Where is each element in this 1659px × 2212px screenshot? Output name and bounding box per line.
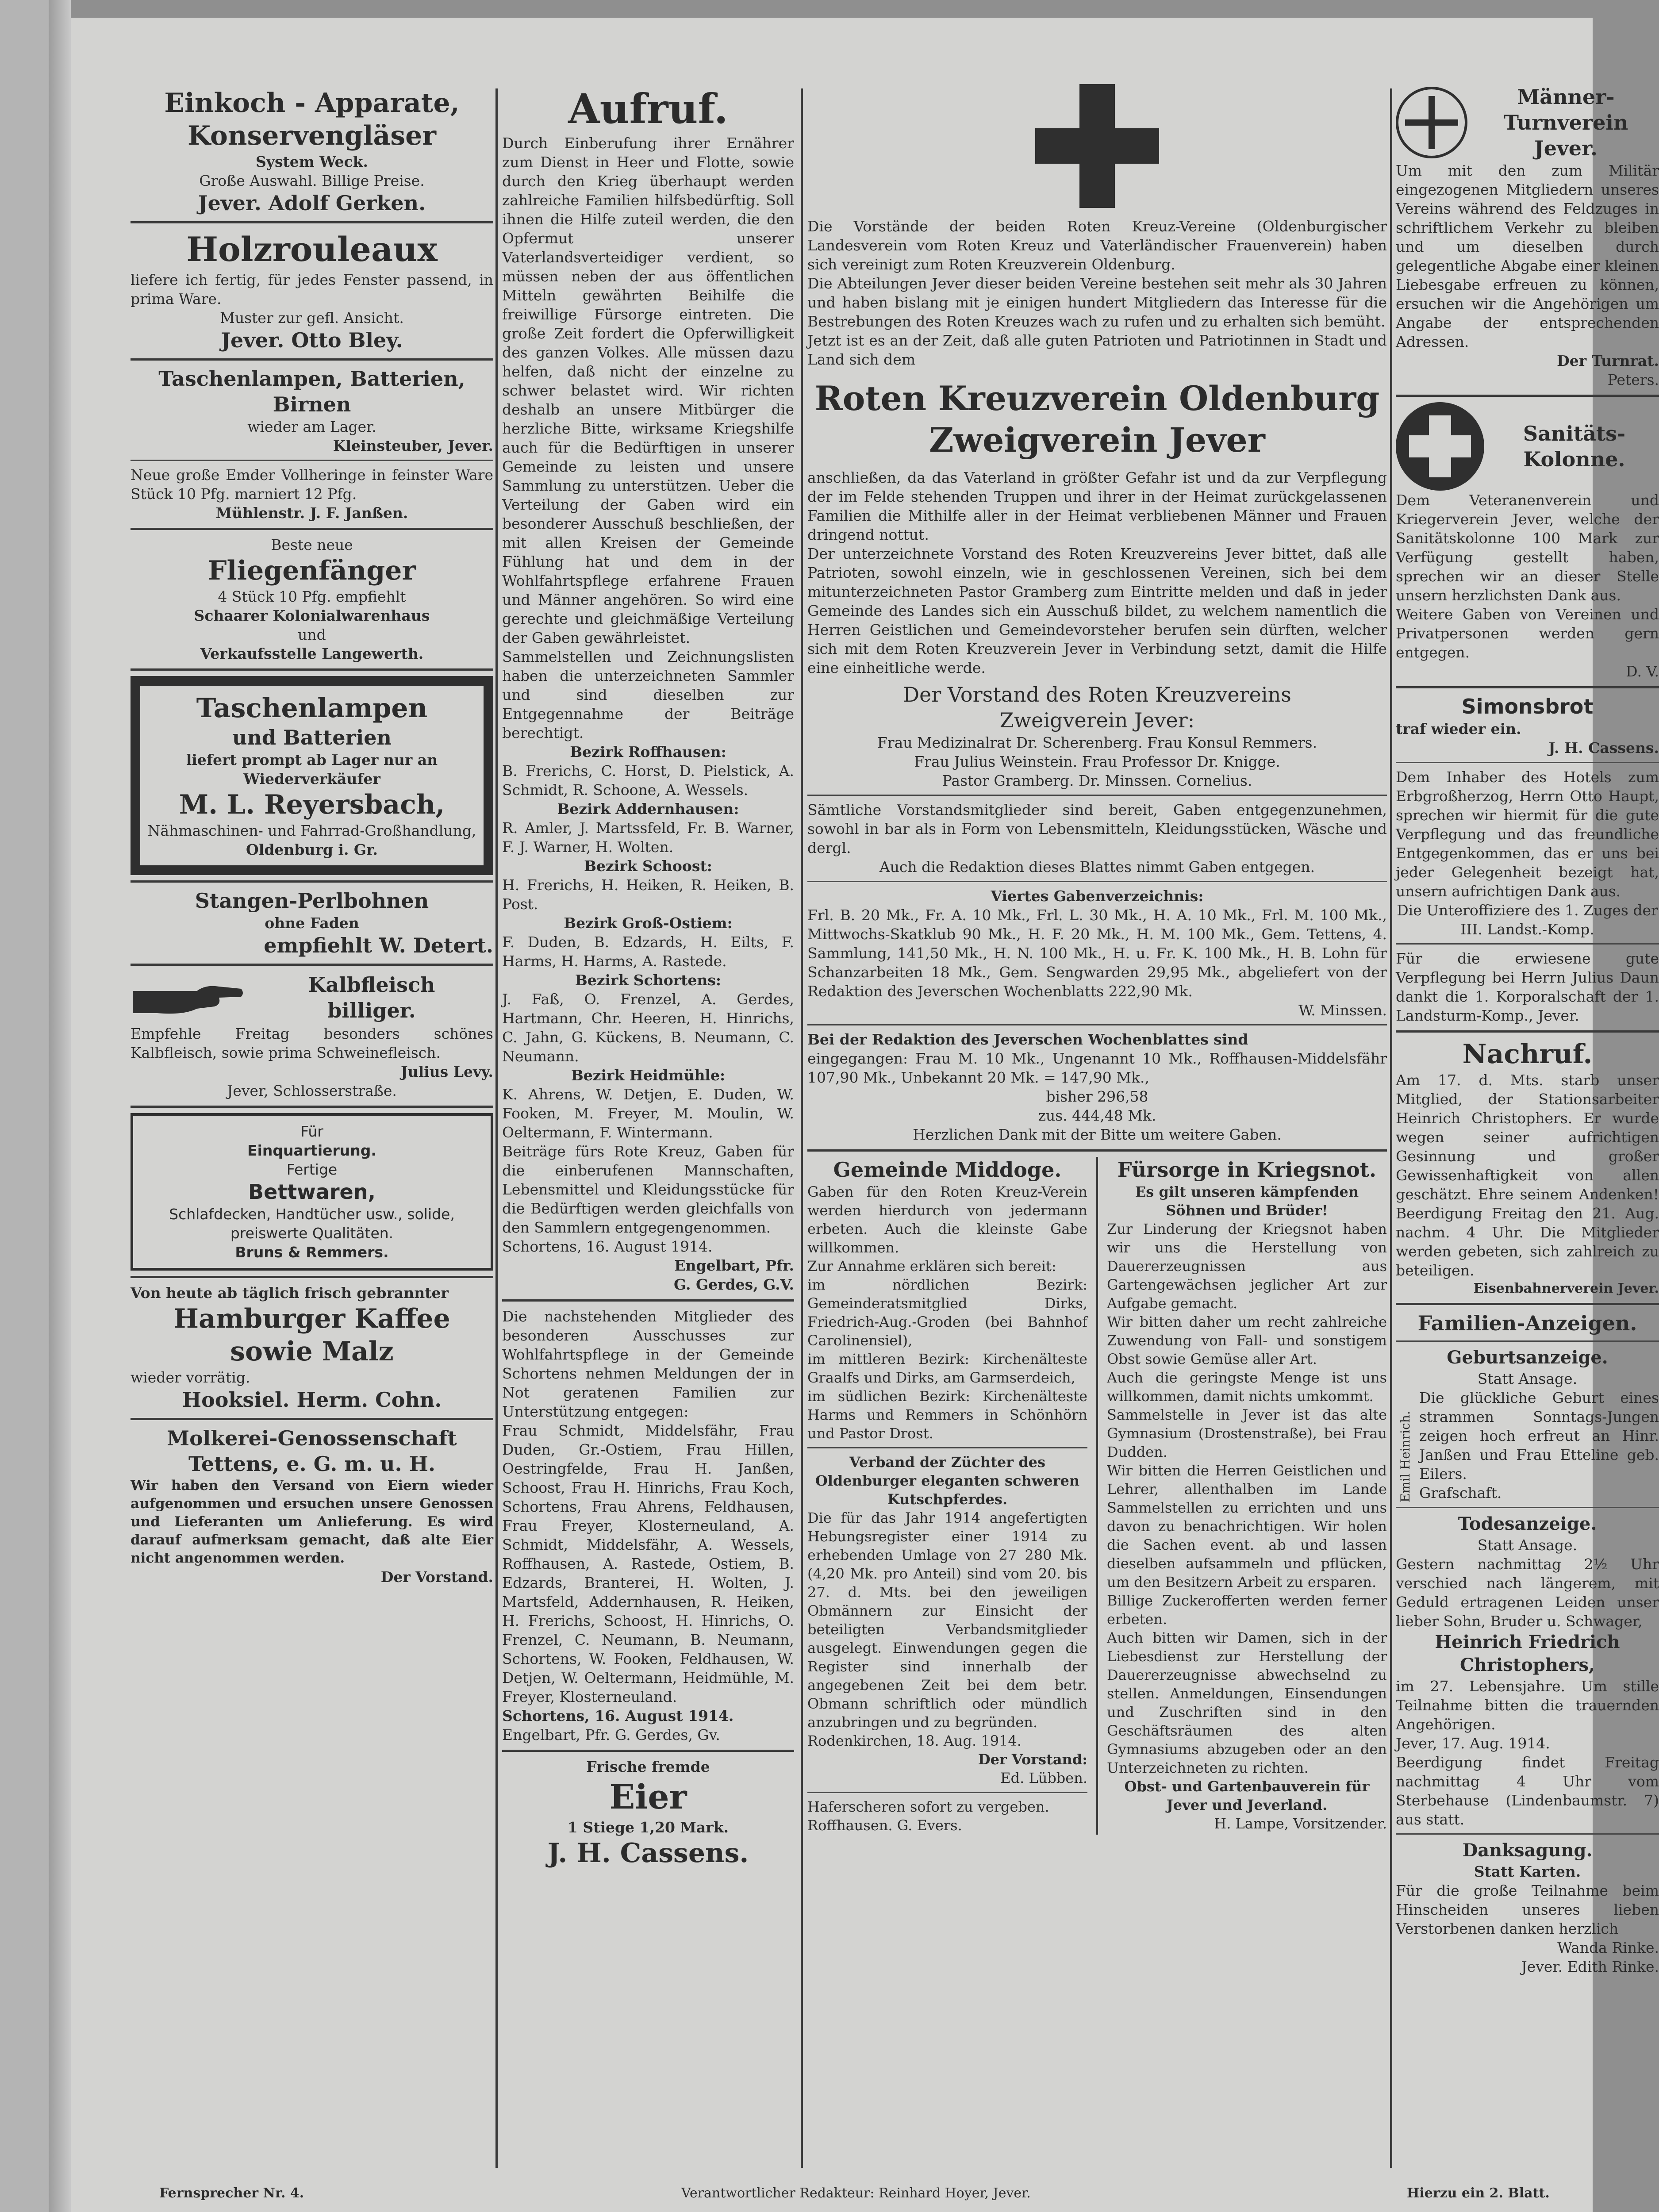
column-rule <box>495 88 498 2168</box>
vz-text: Die für das Jahr 1914 angefertigten Hebungsregister einer 1914 zu erhebenden Umlage von 27 280 Mk. (4,20 Mk. pro Anteil) sind vom 20. bis 27. d. Mts. bei den jeweiligen Obmännern zur Einsicht der beteiligten Verbandsmitglieder ausgelegt. Einwendungen gegen die Register sind innerhalb der angegebenen Zeit bei dem betr. Obmann schriftlich oder mündlich anzubringen und zu begründen. <box>807 1509 1087 1731</box>
ad-title: Konservengläser <box>188 120 436 151</box>
ad-signature: Jever. Adolf Gerken. <box>198 191 426 215</box>
ad-text: Muster zur gefl. Ansicht. <box>220 309 404 326</box>
vz-title: Verband der Züchter des Oldenburger eleganten schweren Kutschpferdes. <box>815 1454 1080 1508</box>
rk-title: Roten Kreuzverein Oldenburg <box>814 379 1380 418</box>
hotel-text: Dem Inhaber des Hotels zum Erbgroßherzog, Herrn Otto Haupt, sprechen wir hiermit für die gute Verpflegung und das freundliche Entgegenkommen, das er uns bei jeder Gelegenheit bezeigt hat, unsern aufrichtigen Dank aus. <box>1396 768 1659 900</box>
ad-bettwaren <box>131 1113 493 1271</box>
signature: Der Vorstand: <box>978 1751 1087 1768</box>
signature: Peters. <box>1607 371 1659 388</box>
rk-board-title: Zweigverein Jever: <box>999 708 1195 732</box>
redaktion-thanks: Herzlichen Dank mit der Bitte um weitere Gaben. <box>913 1126 1282 1143</box>
ad-text: ohne Faden <box>265 914 359 932</box>
ad-title: Einkoch - Apparate, <box>164 88 460 119</box>
rk-board-names: Frau Medizinalrat Dr. Scherenberg. Frau Konsul Remmers. <box>877 734 1317 751</box>
death-text: im 27. Lebensjahre. Um stille Teilnahme bitten die trauernden Angehörigen. <box>1396 1678 1659 1733</box>
fk-title: Fürsorge in Kriegsnot. <box>1117 1158 1377 1182</box>
bottom-subcolumns <box>807 1157 1387 1835</box>
ad-text: Jever, Schlosserstraße. <box>227 1082 397 1099</box>
rk-title: Zweigverein Jever <box>929 420 1265 460</box>
aufruf-text: Beiträge fürs Rote Kreuz, Gaben für die einberufenen Mannschaften, Lebensmittel und Kleidungsstücke für die Bedürftigen werden gleichfalls von den Sammlern entgegengenommen. <box>502 1143 794 1236</box>
ad-text: Schlafdecken, Handtücher usw., solide, preiswerte Qualitäten. <box>169 1206 455 1242</box>
district-title: Bezirk Groß-Ostiem: <box>564 914 733 932</box>
ad-text: Oldenburg i. Gr. <box>246 841 378 858</box>
divider <box>131 964 493 966</box>
divider <box>1396 1303 1659 1305</box>
ad-text: und <box>298 626 326 643</box>
signature: Engelbart, Pfr. G. Gerdes, Gv. <box>502 1726 720 1743</box>
ad-text: Haferscheren sofort zu vergeben. <box>807 1798 1049 1815</box>
divider <box>131 528 493 530</box>
birth-text: Grafschaft. <box>1419 1484 1502 1502</box>
ad-signature: Roffhausen. G. Evers. <box>807 1817 962 1834</box>
divider <box>807 1792 1087 1793</box>
death-text: Gestern nachmittag 2½ Uhr verschied nach längerem, mit Geduld ertragenen Leiden unser lieber Sohn, Bruder u. Schwager, <box>1396 1555 1659 1630</box>
divider <box>1396 943 1659 945</box>
column-rule <box>1390 88 1392 2168</box>
divider <box>1396 1833 1659 1835</box>
red-cross-section <box>807 84 1387 2163</box>
ad-title: sowie Malz <box>230 1336 394 1367</box>
district-names: F. Duden, B. Edzards, H. Eilts, F. Harms, H. Harms, A. Rastede. <box>502 933 794 970</box>
ad-signature: Jever. Otto Bley. <box>221 328 403 352</box>
signature: Wanda Rinke. <box>1557 1939 1659 1956</box>
ad-title: Bettwaren, <box>248 1180 376 1204</box>
district-names: K. Ahrens, W. Detjen, E. Duden, W. Fooken, M. Freyer, M. Moulin, W. Oeltermann, F. Wintermann. <box>502 1086 794 1141</box>
ad-text: Für <box>300 1123 323 1140</box>
date-line: Schortens, 16. August 1914. <box>502 1238 713 1255</box>
ad-text: Empfehle Freitag besonders schönes Kalbfleisch, sowie prima Schweinefleisch. <box>131 1025 493 1061</box>
ad-title: und Batterien <box>232 726 392 749</box>
ads-column <box>131 84 493 2163</box>
divider <box>131 668 493 671</box>
date-line: Rodenkirchen, 18. Aug. 1914. <box>807 1732 1022 1749</box>
divider <box>502 1750 794 1752</box>
rk-board-names: Pastor Gramberg. Dr. Minssen. Cornelius. <box>942 772 1252 789</box>
redaktion-sum: bisher 296,58 <box>1046 1088 1148 1105</box>
ad-title: Stangen-Perlbohnen <box>195 889 429 913</box>
ad-taschenlampen <box>131 366 493 455</box>
ad-title: Taschenlampen, Batterien, Birnen <box>158 367 465 416</box>
ad-signature: Julius Levy. <box>401 1063 493 1080</box>
fk-text: Wir bitten daher um recht zahlreiche Zuwendung von Fall- und sonstigem Obst sowie Gemüse aller Art. <box>1107 1313 1387 1367</box>
daun-text: Für die erwiesene gute Verpflegung bei Herrn Julius Daun dankt die 1. Korporalschaft der 1. Landsturm-Komp., Jever. <box>1396 950 1659 1024</box>
footer-note: Hierzu ein 2. Blatt. <box>1407 2185 1550 2201</box>
date-line: Jever, 17. Aug. 1914. <box>1396 1735 1550 1752</box>
fk-text: Sammelstelle in Jever ist das alte Gymnasium (Drostenstraße), bei Frau Dudden. <box>1107 1406 1387 1460</box>
signature: H. Lampe, Vorsitzender. <box>1214 1815 1387 1832</box>
rk-text: Die Vorstände der beiden Roten Kreuz-Vereine (Oldenburgischer Landesverein vom Roten Kreuz und Vaterländischer Frauenverein) haben sich vereinigt zum Roten Kreuzverein Oldenburg. <box>807 218 1387 273</box>
ad-signature: Bruns & Remmers. <box>235 1244 389 1261</box>
san-title: Sanitäts-Kolonne. <box>1523 422 1626 471</box>
divider <box>807 1024 1387 1025</box>
divider <box>1396 395 1659 397</box>
district-names: B. Frerichs, C. Horst, D. Pielstick, A. Schmidt, R. Schoone, A. Wessels. <box>502 762 794 799</box>
ad-title: Holzrouleaux <box>186 230 438 269</box>
birth-title: Geburtsanzeige. <box>1447 1347 1608 1368</box>
turn-title: Männer-Turnverein Jever. <box>1503 85 1628 160</box>
redaktion-sum: zus. 444,48 Mk. <box>1038 1107 1156 1124</box>
fk-text: Zur Linderung der Kriegsnot haben wir uns die Herstellung von Dauererzeugnissen aus Gartengewächsen jeglicher Art zur Aufgabe gemacht. <box>1107 1221 1387 1312</box>
ad-text: wieder am Lager. <box>247 418 376 435</box>
birth-notice <box>1396 1388 1659 1502</box>
district-title: Bezirk Addernhausen: <box>557 800 739 818</box>
committee-text: Die nachstehenden Mitglieder des besonderen Ausschusses zur Wohlfahrtspflege in der Gemeinde Schortens nehmen Meldungen der in Not geratenen Familien zur Unterstützung entgegen: <box>502 1308 794 1420</box>
ad-reyersbach <box>131 676 493 875</box>
nachruf-title: Nachruf. <box>1462 1039 1593 1070</box>
ad-text: Einquartierung. <box>247 1142 376 1159</box>
thanks-text: Statt Karten. <box>1474 1863 1581 1880</box>
ad-text: Große Auswahl. Billige Preise. <box>199 172 425 189</box>
column-rule <box>801 88 803 2168</box>
ad-text: Von heute ab täglich frisch gebrannter <box>131 1284 449 1302</box>
divider <box>1396 1507 1659 1508</box>
ad-text: 1 Stiege 1,20 Mark. <box>567 1819 729 1836</box>
gm-text: im südlichen Bezirk: Kirchenälteste Harms und Remmers in Schönhörn und Pastor Drost. <box>807 1388 1087 1442</box>
divider <box>1396 1030 1659 1033</box>
gifts-text: Frl. B. 20 Mk., Fr. A. 10 Mk., Frl. L. 30 Mk., H. A. 10 Mk., Frl. M. 100 Mk., Mittwochs-Skatklub 90 Mk., H. F. 20 Mk., H. M. 100 Mk., Gem. Tettens, 4. Sammlung, 141,50 Mk., H. N. 100 Mk., H. u. Fr. K. 100 Mk., H. B. Lohn für Schanzarbeiten 18 Mk., Gem. Sengwarden 29,95 Mk., abgeliefert von der Redaktion des Jeverschen Wochenblatts 222,90 Mk. <box>807 906 1387 1000</box>
ad-text: 4 Stück 10 Pfg. empfiehlt <box>218 588 406 605</box>
district-names: H. Frerichs, H. Heiken, R. Heiken, B. Post. <box>502 876 794 913</box>
san-text: Weitere Gaben von Vereinen und Privatpersonen werden gern entgegen. <box>1396 606 1659 661</box>
signature: Eisenbahnerverein Jever. <box>1473 1281 1659 1296</box>
fuersorge-column <box>1107 1157 1387 1835</box>
san-text: Dem Veteranenverein und Kriegerverein Jever, welche der Sanitätskolonne 100 Mark zur Verfügung gestellt haben, sprechen wir an dieser Stelle unsern herzlichsten Dank aus. <box>1396 492 1659 604</box>
gm-text: Zur Annahme erklären sich bereit: <box>807 1258 1056 1275</box>
ad-text: Wir haben den Versand von Eiern wieder aufgenommen und ersuchen unsere Genossen und Lieferanten um Anlieferung. Es wird darauf aufmerksam gemacht, daß alte Eier nicht angenommen werden. <box>131 1478 493 1566</box>
divider <box>131 460 493 461</box>
rk-text: Der unterzeichnete Vorstand des Roten Kreuzvereins Jever bittet, daß alle Patrioten, sowohl einzeln, wie in geschlossenen Vereinen, sich bei dem mitunterzeichneten Pastor Gramberg zum Eintritte melden und daß in jeder Gemeinde des Landes sich ein Ausschuß bildet, zu welchem namentlich die Herren Geistlichen und Gemeindevorsteher berufen sein dürften, welcher sich mit dem Roten Kreuzverein Jever in Verbindung setzt, damit die Hilfe eine einheitliche werde. <box>807 545 1387 676</box>
simon-title: Simonsbrot <box>1461 695 1594 718</box>
divider <box>1396 686 1659 688</box>
birth-name-vertical: Emil Heinrich. <box>1398 1411 1413 1502</box>
divider <box>502 1299 794 1302</box>
ad-text: System Weck. <box>255 153 369 170</box>
district-names: R. Amler, J. Martssfeld, Fr. B. Warner, F. J. Warner, H. Wolten. <box>502 819 794 856</box>
divider <box>131 358 493 361</box>
district-title: Bezirk Schoost: <box>584 857 712 875</box>
ad-title: Kalbfleisch <box>308 973 435 997</box>
ad-title: Hamburger Kaffee <box>173 1303 450 1334</box>
ad-signature: Kleinsteuber, Jever. <box>333 437 493 454</box>
cross-icon <box>1035 84 1159 208</box>
date-line: Schortens, 16. August 1914. <box>502 1707 734 1724</box>
turner-cross-icon <box>1396 87 1467 158</box>
newspaper-page <box>71 18 1659 2212</box>
district-title: Bezirk Heidmühle: <box>571 1067 726 1084</box>
ad-holzrouleaux <box>131 229 493 353</box>
district-names: J. Faß, O. Frenzel, A. Gerdes, Hartmann, Chr. Heeren, H. Hinrichs, C. Jahn, G. Kückens, B. Neumann, C. Neumann. <box>502 991 794 1065</box>
gm-title: Gemeinde Middoge. <box>833 1158 1062 1182</box>
ad-text: Beste neue <box>271 536 353 553</box>
ad-text: Frische fremde <box>586 1758 710 1775</box>
ad-signature: Mühlenstr. J. F. Janßen. <box>215 504 408 522</box>
ad-title: Tettens, e. G. m. u. H. <box>188 1452 435 1476</box>
death-text: Beerdigung findet Freitag nachmittag 4 Uhr vom Sterbehause (Lindenbaumstr. 7) aus statt. <box>1396 1754 1659 1828</box>
thanks-text: Für die große Teilnahme beim Hinscheiden unseres lieben Verstorbenen danken herzlich <box>1396 1882 1659 1937</box>
signature: D. V. <box>1626 663 1659 680</box>
scan-shadow <box>49 0 71 2212</box>
divider <box>807 1149 1387 1152</box>
notices-column <box>1396 84 1659 2163</box>
ad-kaffee <box>131 1283 493 1413</box>
rk-text: Jetzt ist es an der Zeit, daß alle guten Patrioten und Patriotinnen in Stadt und Land sich dem <box>807 332 1387 368</box>
ad-title: Eier <box>609 1777 687 1816</box>
ad-heringe <box>131 465 493 522</box>
aufruf-column <box>502 84 794 2163</box>
footer-phone: Fernsprecher Nr. 4. <box>159 2185 304 2201</box>
turn-text: Um mit den zum Militär eingezogenen Mitgliedern unseres Vereins während des Feldzuges in schriftlichem Verkehr zu bleiben und um dieselben durch gelegentliche Abgabe einer kleinen Liebesgabe erfreuen zu können, ersuchen wir die Angehörigen um Angabe der entsprechenden Adressen. <box>1396 162 1659 350</box>
ad-kalbfleisch <box>131 971 493 1100</box>
ad-signature: Der Vorstand. <box>380 1568 493 1586</box>
ad-text: liefere ich fertig, für jedes Fenster passend, in prima Ware. <box>131 271 493 307</box>
divider <box>807 795 1387 796</box>
ad-signature: Hooksiel. Herm. Cohn. <box>182 1388 442 1412</box>
divider <box>131 880 493 883</box>
death-title: Todesanzeige. <box>1458 1513 1597 1534</box>
ad-text: Nähmaschinen- und Fahrrad-Großhandlung, <box>147 822 476 839</box>
rk-board-names: Frau Julius Weinstein. Frau Professor Dr. Knigge. <box>914 753 1280 770</box>
middoge-column <box>807 1157 1087 1835</box>
divider <box>131 1106 493 1108</box>
gm-text: Gaben für den Roten Kreuz-Verein werden hierdurch von jedermann erbeten. Auch die kleinste Gabe willkommen. <box>807 1183 1087 1256</box>
redaktion-title: Bei der Redaktion des Jeverschen Wochenblattes sind <box>807 1031 1248 1048</box>
fk-text: Auch die geringste Menge ist uns willkommen, damit nichts umkommt. <box>1107 1369 1387 1405</box>
fk-text: Auch bitten wir Damen, sich in der Liebesdienst zur Herstellung der Dauererzeugnisse abwechselnd zu stellen. Anmeldungen, Einsendungen und Zuschriften sind in den Geschäftsräumen des alten Gymnasiums abzugeben oder an den Unterzeichneten zu richten. <box>1107 1629 1387 1776</box>
signature: Der Turnrat. <box>1557 352 1659 369</box>
ad-text: liefert prompt ab Lager nur an Wiederverkäufer <box>186 751 438 787</box>
death-name: Heinrich Friedrich Christophers, <box>1435 1632 1620 1675</box>
ad-signature: J. H. Cassens. <box>1548 739 1659 757</box>
pointing-hand-icon <box>131 971 246 1024</box>
footer-editor: Verantwortlicher Redakteur: Reinhard Hoyer, Jever. <box>681 2185 1031 2201</box>
signature: Jever. Edith Rinke. <box>1521 1958 1659 1975</box>
column-rule <box>1096 1157 1098 1835</box>
divider <box>131 1418 493 1420</box>
ad-title: billiger. <box>327 998 416 1022</box>
rk-text: Sämtliche Vorstandsmitglieder sind bereit, Gaben entgegenzunehmen, sowohl in bar als in Form von Lebensmitteln, Kleidungsstücken, Wäsche und dergl. <box>807 801 1387 856</box>
ad-text: Neue große Emder Vollheringe in feinster Ware Stück 10 Pfg. marniert 12 Pfg. <box>131 466 493 503</box>
turnverein-header <box>1396 84 1659 161</box>
district-title: Bezirk Schortens: <box>575 972 722 989</box>
aufruf-text: Durch Einberufung ihrer Ernährer zum Dienst in Heer und Flotte, sowie durch den Krieg überhaupt werden zahlreiche Familien hilfsbedürftig. Soll ihnen die Hilfe zuteil werden, die den Opfermut unserer Vaterlandsverteidiger verdient, so müssen neben der aus öffentlichen Mitteln gewährten Beihilfe die freiwillige Fürsorge eintreten. Die große Zeit fordert die Opferwilligkeit des ganzen Volkes. Alle müssen dazu helfen, daß nicht der einzelne zu schwer belastet wird. Wir richten deshalb an unsere Mitbürger die herzliche Bitte, wirksame Kriegshilfe auch für die Bedürftigen in unserer Gemeinde zu leisten und unsere Sammlung zu unterstützen. Ueber die Verteilung der Gaben wird ein besonderer Ausschuß beschließen, der mit allen Kreisen der Gemeinde Fühlung hat und dem in der Wohlfahrtspflege erfahrene Frauen und Männer angehören. So wird eine gerechte und gleichmäßige Verteilung der Gaben gewährleistet. <box>502 134 794 646</box>
ad-einkoch <box>131 87 493 216</box>
rk-text: anschließen, da das Vaterland in größter Gefahr ist und da zur Verpflegung der im Felde stehenden Truppen und ihrer in der Heimat zurückgelassenen Familien die Mithilfe aller in der Heimat verbliebenen Männer und Frauen dringend nottut. <box>807 469 1387 543</box>
committee-names: Frau Schmidt, Middelsfähr, Frau Duden, Gr.-Ostiem, Frau Hillen, Oestringfelde, Frau H. Janßen, Schoost, Frau H. Hinrichs, Frau Koch, Schortens, Frau Ahrens, Feldhausen, Frau Freyer, Klosterneuland, A. Schmidt, Middelsfähr, A. Wessels, Roffhausen, A. Rastede, Ostiem, B. Edzards, Branterei, H. Wolten, J. Martsfeld, Addernhausen, R. Heiken, H. Frerichs, Schoost, H. Hinrichs, O. Frenzel, C. Neumann, B. Neumann, Schortens, W. Fooken, Feldhausen, W. Detjen, W. Oeltermann, Heidmühle, M. Freyer, Klosterneuland. <box>502 1422 794 1705</box>
ad-signature: M. L. Reyersbach, <box>179 789 445 820</box>
fk-association: Obst- und Gartenbauverein für Jever und Jeverland. <box>1124 1778 1370 1813</box>
ad-fliegenfaenger <box>131 535 493 663</box>
signature: W. Minssen. <box>1298 1002 1387 1019</box>
rk-text: Die Abteilungen Jever dieser beiden Vereine bestehen seit mehr als 30 Jahren und haben bislang mit je einigen hundert Mitgliedern das Interesse für die Bestrebungen des Roten Kreuzes wach zu rufen und zu erhalten sich bemüht. <box>807 275 1387 330</box>
signature: Ed. Lübben. <box>1000 1770 1087 1786</box>
death-text: Statt Ansage. <box>1477 1536 1578 1554</box>
redaktion-text: eingegangen: Frau M. 10 Mk., Ungenannt 10 Mk., Roffhausen-Middelsfähr 107,90 Mk., Unbekannt 20 Mk. = 147,90 Mk., <box>807 1050 1387 1086</box>
ad-title: Molkerei-Genossenschaft <box>167 1426 457 1450</box>
ad-title: Taschenlampen <box>196 693 428 724</box>
ad-text: wieder vorrätig. <box>131 1369 250 1386</box>
ad-signature: Verkaufsstelle Langewerth. <box>200 645 424 662</box>
birth-text: Die glückliche Geburt eines strammen Sonntags-Jungen zeigen hoch erfreut an Hinr. Janßen und Frau Etteline geb. Eilers. <box>1419 1389 1659 1482</box>
signature: Die Unteroffiziere des 1. Zuges der III. Landst.-Komp. <box>1397 902 1658 938</box>
aufruf-title: Aufruf. <box>568 85 728 133</box>
scan-edge <box>0 0 49 2212</box>
nachruf-text: Am 17. d. Mts. starb unser Mitglied, der Stationsarbeiter Heinrich Christophers. Er wurde wegen seiner aufrichtigen Gesinnung und großer Gewissenhaftigkeit von allen geschätzt. Ehre seinem Andenken! Beerdigung Freitag den 21. Aug. nachm. 4 Uhr. Die Mitglieder werden gebeten, sich zahlreich zu beteiligen. <box>1396 1071 1659 1279</box>
divider <box>1396 762 1659 763</box>
ad-perlbohnen <box>131 888 493 958</box>
ad-signature: Schaarer Kolonialwarenhaus <box>194 607 430 624</box>
gm-text: im mittleren Bezirk: Kirchenälteste Graalfs und Dirks, am Garmserdeich, <box>807 1351 1087 1386</box>
district-title: Bezirk Roffhausen: <box>570 743 726 760</box>
family-title: Familien-Anzeigen. <box>1417 1311 1637 1335</box>
signature: G. Gerdes, G.V. <box>674 1276 794 1293</box>
ad-signature: J. H. Cassens. <box>547 1838 749 1869</box>
ad-title: Fliegenfänger <box>207 555 416 586</box>
signature: Engelbart, Pfr. <box>674 1257 794 1274</box>
rk-board-title: Der Vorstand des Roten Kreuzvereins <box>903 683 1291 707</box>
ad-text: traf wieder ein. <box>1396 720 1521 737</box>
ad-signature: empfiehlt W. Detert. <box>264 933 493 957</box>
birth-text: Statt Ansage. <box>1477 1370 1578 1387</box>
divider <box>1396 1340 1659 1342</box>
divider <box>807 881 1387 882</box>
fk-text: Billige Zuckerofferten werden ferner erbeten. <box>1107 1592 1387 1628</box>
sanitaets-header <box>1396 402 1659 491</box>
ad-text: Fertige <box>286 1161 338 1178</box>
rk-text: Auch die Redaktion dieses Blattes nimmt Gaben entgegen. <box>879 858 1315 876</box>
divider <box>807 1447 1087 1448</box>
divider <box>131 221 493 223</box>
fk-text: Wir bitten die Herren Geistlichen und Lehrer, allenthalben im Lande Sammelstellen zu errichten und uns davon zu benachrichtigen. Wir holen die Sachen event. ab und lassen dieselben aufsammeln und pflücken, um den Besitzern Arbeit zu ersparen. <box>1107 1462 1387 1590</box>
fk-subtitle: Es gilt unseren kämpfenden Söhnen und Brüder! <box>1135 1183 1359 1219</box>
gm-text: im nördlichen Bezirk: Gemeinderatsmitglied Dirks, Friedrich-Aug.-Groden (bei Bahnhof Carolinensiel), <box>807 1276 1087 1349</box>
thanks-title: Danksagung. <box>1462 1840 1593 1861</box>
divider <box>131 1276 493 1278</box>
red-cross-icon <box>1396 402 1484 491</box>
aufruf-text: Sammelstellen und Zeichnungslisten haben die unterzeichneten Sammler und sind dieselben zur Entgegennahme der Beiträge berechtigt. <box>502 648 794 741</box>
gifts-title: Viertes Gabenverzeichnis: <box>991 887 1204 905</box>
ad-molkerei <box>131 1425 493 1586</box>
